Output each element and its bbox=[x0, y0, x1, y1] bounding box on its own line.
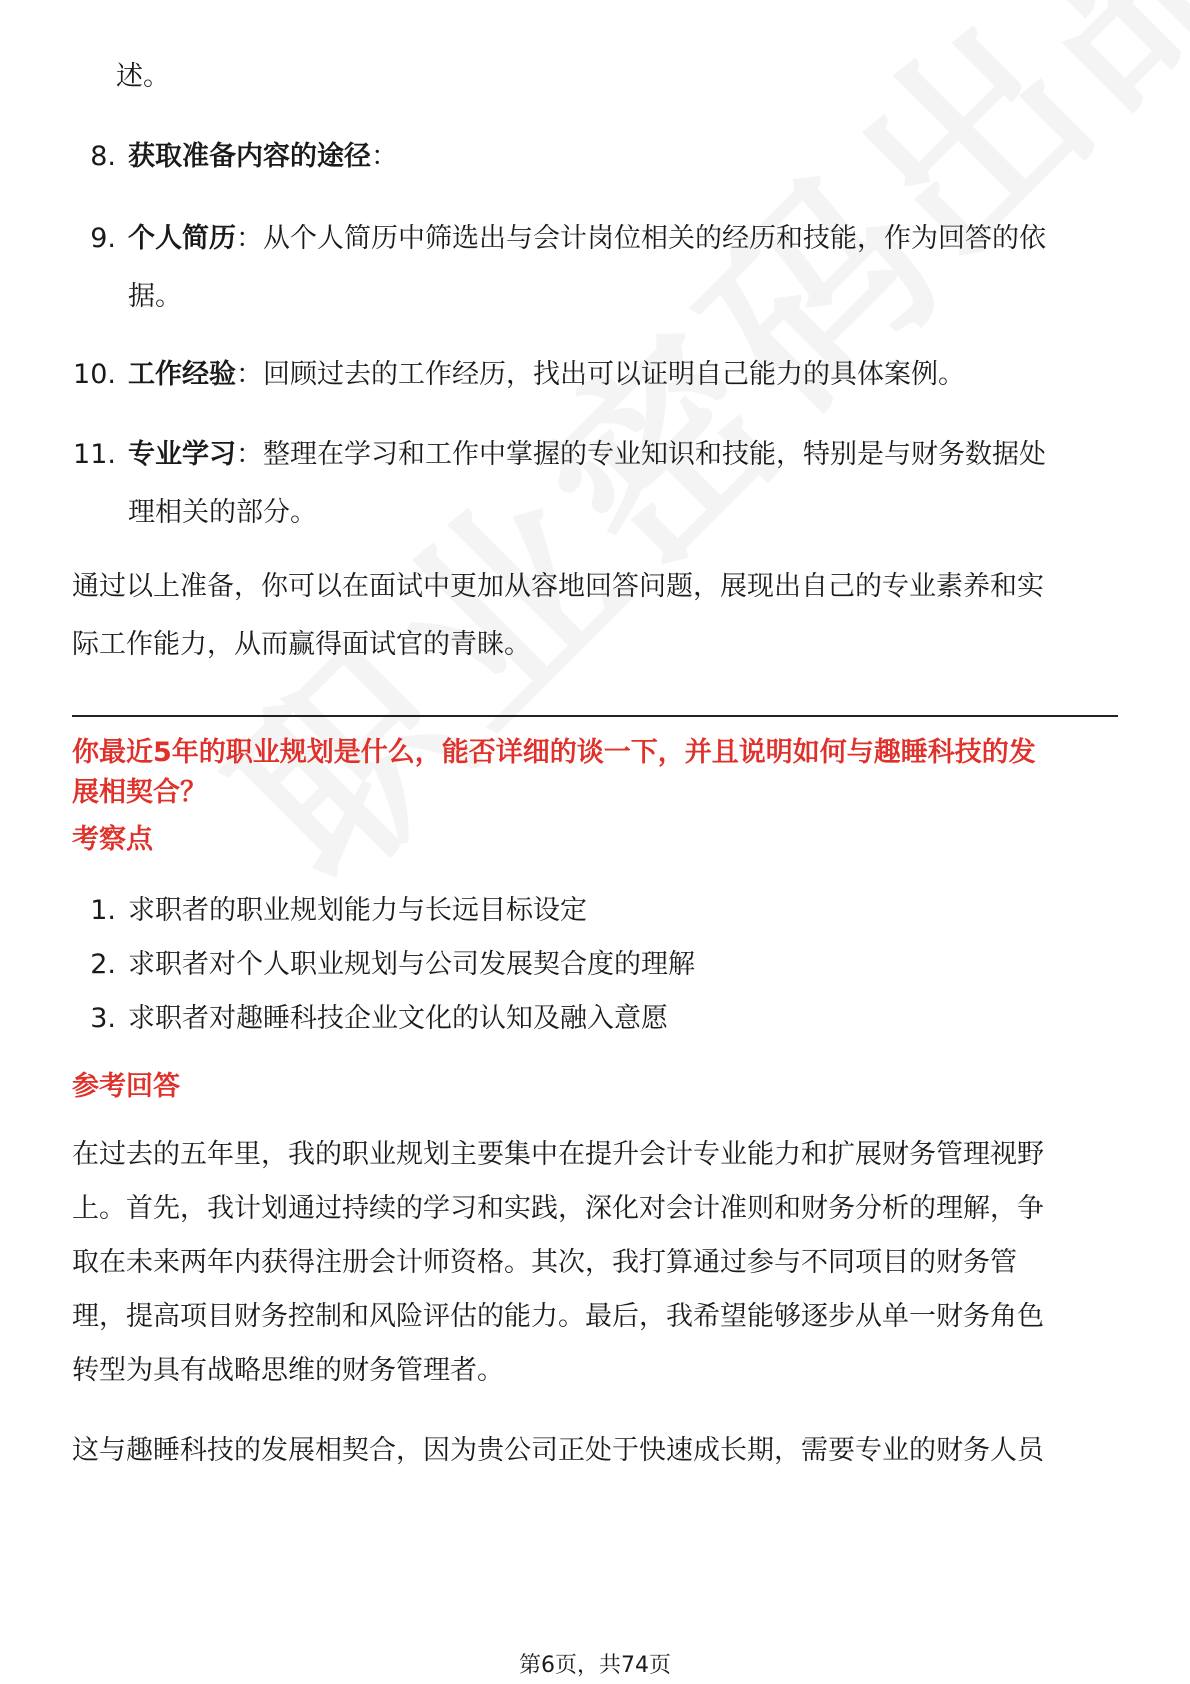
reference-paragraph bbox=[72, 1128, 1118, 1398]
list-item-bold: 获取准备内容的途径 bbox=[128, 141, 371, 172]
assessment-item bbox=[72, 882, 1118, 940]
list-number: 2. bbox=[90, 949, 116, 980]
assessment-item bbox=[72, 990, 1118, 1048]
list-number: 8. bbox=[90, 141, 116, 172]
list-item-bold: 专业学习 bbox=[128, 439, 236, 470]
page-number: 第6页，共74页 bbox=[519, 1653, 671, 1678]
list-number: 11. bbox=[73, 439, 116, 470]
reference-paragraph: 这与趣睡科技的发展相契合，因为贵公司正处于快速成长期，需要专业的财务人员 bbox=[72, 1435, 1044, 1466]
summary-line: 际工作能力，从而赢得面试官的青睐。 bbox=[72, 629, 531, 660]
list-number: 9. bbox=[90, 223, 116, 254]
list-item-continuation: 理相关的部分。 bbox=[128, 497, 317, 528]
continued-text: 述。 bbox=[116, 61, 170, 92]
summary-paragraph bbox=[72, 558, 1118, 674]
list-item bbox=[72, 346, 1118, 404]
assessment-item-text: 求职者对个人职业规划与公司发展契合度的理解 bbox=[128, 949, 695, 980]
list-number: 10. bbox=[73, 359, 116, 390]
list-item bbox=[72, 426, 1118, 542]
question-line: 你最近5年的职业规划是什么，能否详细的谈一下，并且说明如何与趣睡科技的发 bbox=[72, 737, 1036, 768]
list-item-bold: 工作经验 bbox=[128, 359, 236, 390]
list-item-text: ： bbox=[371, 141, 398, 172]
reference-line: 转型为具有战略思维的财务管理者。 bbox=[72, 1355, 504, 1386]
list-item bbox=[72, 210, 1118, 326]
list-number: 3. bbox=[90, 1003, 116, 1034]
list-item-text: ：从个人简历中筛选出与会计岗位相关的经历和技能，作为回答的依 bbox=[236, 223, 1046, 254]
list-item bbox=[72, 128, 1118, 186]
assessment-title: 考察点 bbox=[72, 824, 153, 855]
summary-line: 通过以上准备，你可以在面试中更加从容地回答问题，展现出自己的专业素养和实 bbox=[72, 571, 1044, 602]
question-heading bbox=[72, 733, 1118, 813]
list-item-continuation: 据。 bbox=[128, 281, 182, 312]
reference-title: 参考回答 bbox=[72, 1071, 180, 1102]
list-item-text: ：回顾过去的工作经历，找出可以证明自己能力的具体案例。 bbox=[236, 359, 965, 390]
reference-line: 取在未来两年内获得注册会计师资格。其次，我打算通过参与不同项目的财务管 bbox=[72, 1247, 1017, 1278]
section-divider bbox=[72, 715, 1118, 717]
question-line: 展相契合？ bbox=[72, 777, 207, 808]
assessment-item-text: 求职者对趣睡科技企业文化的认知及融入意愿 bbox=[128, 1003, 668, 1034]
list-number: 1. bbox=[90, 895, 116, 926]
reference-line: 上。首先，我计划通过持续的学习和实践，深化对会计准则和财务分析的理解，争 bbox=[72, 1193, 1044, 1224]
reference-line: 在过去的五年里，我的职业规划主要集中在提升会计专业能力和扩展财务管理视野 bbox=[72, 1139, 1044, 1170]
list-item-bold: 个人简历 bbox=[128, 223, 236, 254]
list-item-text: ：整理在学习和工作中掌握的专业知识和技能，特别是与财务数据处 bbox=[236, 439, 1046, 470]
assessment-item-text: 求职者的职业规划能力与长远目标设定 bbox=[128, 895, 587, 926]
reference-line: 理，提高项目财务控制和风险评估的能力。最后，我希望能够逐步从单一财务角色 bbox=[72, 1301, 1044, 1332]
assessment-item bbox=[72, 936, 1118, 994]
